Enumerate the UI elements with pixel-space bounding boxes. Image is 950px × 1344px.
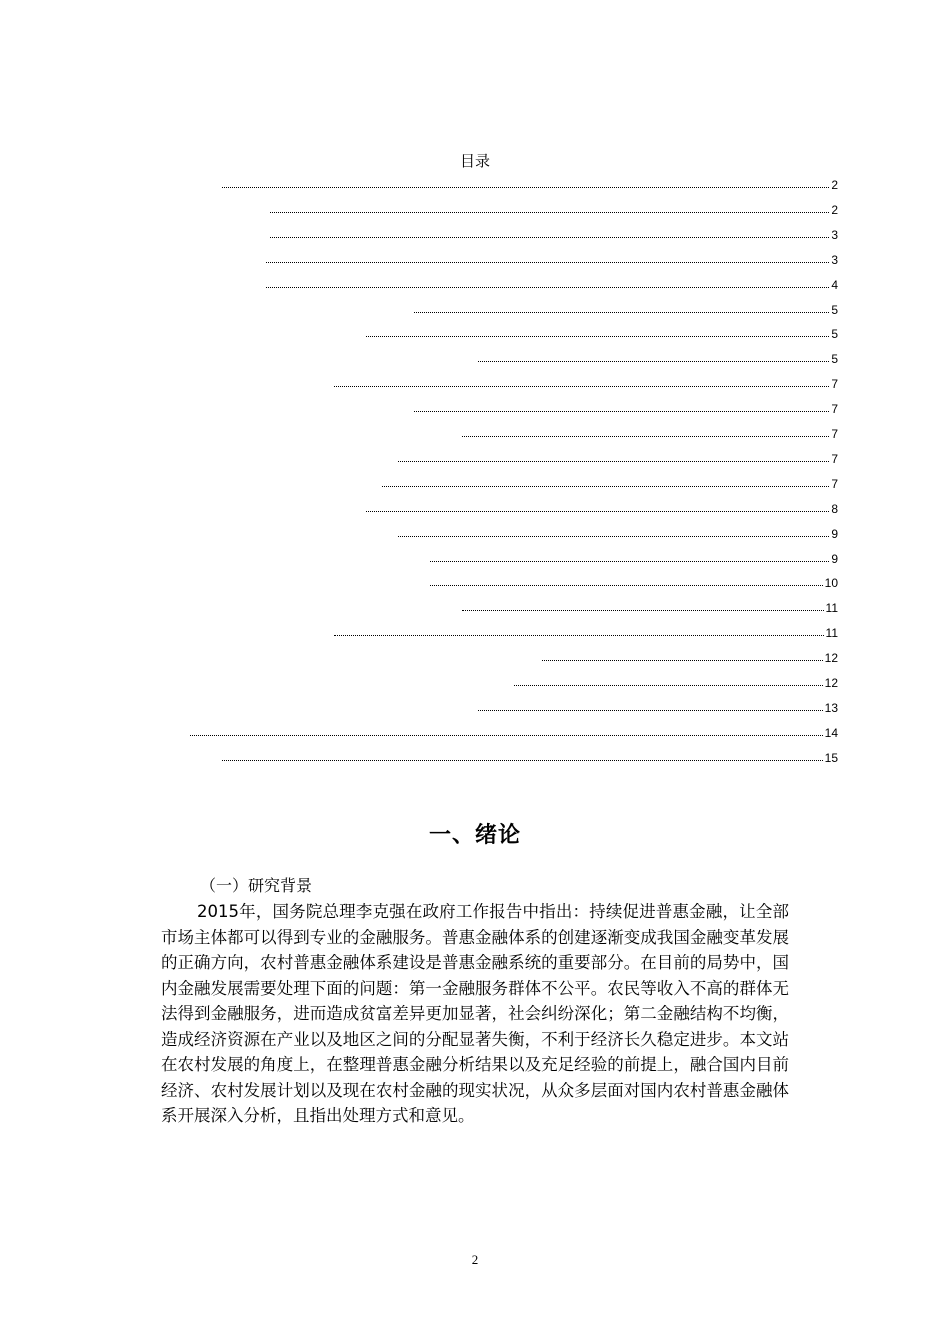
toc-leader-dots xyxy=(462,428,829,440)
toc-page-number: 15 xyxy=(824,750,838,765)
toc-entry[interactable] xyxy=(266,251,838,269)
toc-page-number: 11 xyxy=(825,626,838,641)
toc-leader-dots xyxy=(270,204,829,216)
toc-page-number: 4 xyxy=(831,277,838,292)
toc-leader-dots xyxy=(266,279,829,291)
toc-entry[interactable] xyxy=(222,749,838,767)
toc-page-number: 7 xyxy=(831,427,838,441)
toc-page-number: 9 xyxy=(831,551,838,566)
toc-leader-dots xyxy=(430,577,823,589)
toc-leader-dots xyxy=(478,702,823,714)
toc-page-number: 14 xyxy=(824,725,838,740)
section-heading: （一）研究背景 xyxy=(200,876,313,895)
toc-leader-dots xyxy=(222,752,823,764)
toc-page-number: 2 xyxy=(831,178,838,192)
toc-page-number: 3 xyxy=(831,252,838,267)
toc-page-number: 5 xyxy=(831,327,838,342)
toc-entry[interactable] xyxy=(366,500,838,518)
toc-leader-dots xyxy=(414,403,829,415)
toc-leader-dots xyxy=(266,254,829,266)
toc-entry[interactable] xyxy=(334,624,838,642)
chapter-title: 一、绪论 xyxy=(428,823,521,848)
toc-entry[interactable] xyxy=(462,599,838,617)
toc-entry[interactable] xyxy=(266,276,838,294)
toc-page-number: 8 xyxy=(831,501,838,516)
toc-page-number: 13 xyxy=(824,700,838,715)
toc-page-number: 7 xyxy=(831,377,838,392)
toc-page-number: 7 xyxy=(831,476,838,491)
toc-entry[interactable] xyxy=(462,425,838,443)
toc-leader-dots xyxy=(334,627,824,639)
toc-entry[interactable] xyxy=(398,525,838,543)
toc-entry[interactable] xyxy=(190,724,838,742)
toc-page-number: 12 xyxy=(824,651,838,666)
toc-page-number: 9 xyxy=(831,526,838,541)
toc-leader-dots xyxy=(462,602,824,614)
toc-entry[interactable] xyxy=(478,350,838,368)
toc-entry[interactable] xyxy=(430,574,838,592)
toc-page-number: 10 xyxy=(824,576,838,591)
toc-leader-dots xyxy=(366,328,829,340)
toc-leader-dots xyxy=(190,727,823,739)
toc-entry[interactable] xyxy=(382,475,838,493)
toc-entry[interactable] xyxy=(222,176,838,194)
toc-leader-dots xyxy=(334,378,829,390)
toc-leader-dots xyxy=(270,229,829,241)
toc-leader-dots xyxy=(478,353,829,365)
toc-entry[interactable] xyxy=(334,375,838,393)
toc-page-number: 5 xyxy=(831,302,838,317)
toc-entry[interactable] xyxy=(398,450,838,468)
toc-leader-dots xyxy=(382,478,829,490)
toc-entry[interactable] xyxy=(542,649,838,667)
toc-leader-dots xyxy=(366,503,829,515)
toc-leader-dots xyxy=(398,453,829,465)
toc-entry[interactable] xyxy=(366,325,838,343)
toc-page-number: 2 xyxy=(831,202,838,217)
toc-page-number: 7 xyxy=(831,451,838,466)
toc-entry[interactable] xyxy=(514,674,838,692)
toc-page-number: 5 xyxy=(831,352,838,367)
toc-entry[interactable] xyxy=(270,226,838,244)
toc-entry[interactable] xyxy=(270,201,838,219)
toc-leader-dots xyxy=(430,553,829,565)
toc-title: 目录 xyxy=(459,152,490,170)
toc-leader-dots xyxy=(414,304,829,316)
toc-leader-dots xyxy=(222,179,829,191)
toc-page-number: 7 xyxy=(831,402,838,417)
toc-page-number: 12 xyxy=(824,676,838,690)
page-number: 2 xyxy=(471,1252,479,1267)
toc-leader-dots xyxy=(542,652,823,664)
toc-page-number: 3 xyxy=(831,227,838,242)
toc-leader-dots xyxy=(398,528,829,540)
toc-leader-dots xyxy=(514,677,823,689)
toc-entry[interactable] xyxy=(414,301,838,319)
toc-entry[interactable] xyxy=(414,400,838,418)
toc-page-number: 11 xyxy=(825,601,838,616)
toc-entry[interactable] xyxy=(430,550,838,568)
body-paragraph: 2015年，国务院总理李克强在政府工作报告中指出：持续促进普惠金融，让全部市场主体都可以得到专业的金融服务。普惠金融体系的创建逐渐变成我国金融变革发展的正确方向，农村普惠金融体系建设是普惠金融系统的重要部分。在目前的局势中，国内金融发展需要处理下面的问题：第一金融服务群体不公平。农民等收入不高的群体无法得到金融服务，进而造成贫富差异更加显著，社会纠纷深化；第二金融结构不均衡，造成经济资源在产业以及地区之间的分配显著失衡，不利于经济长久稳定进步。本文站在农村发展的角度上，在整理普惠金融分析结果以及充足经验的前提上，融合国内目前经济、农村发展计划以及现在农村金融的现实状况，从众多层面对国内农村普惠金融体系开展深入分析，且指出处理方式和意见。 xyxy=(161,902,789,1125)
toc-entry[interactable] xyxy=(478,699,838,717)
